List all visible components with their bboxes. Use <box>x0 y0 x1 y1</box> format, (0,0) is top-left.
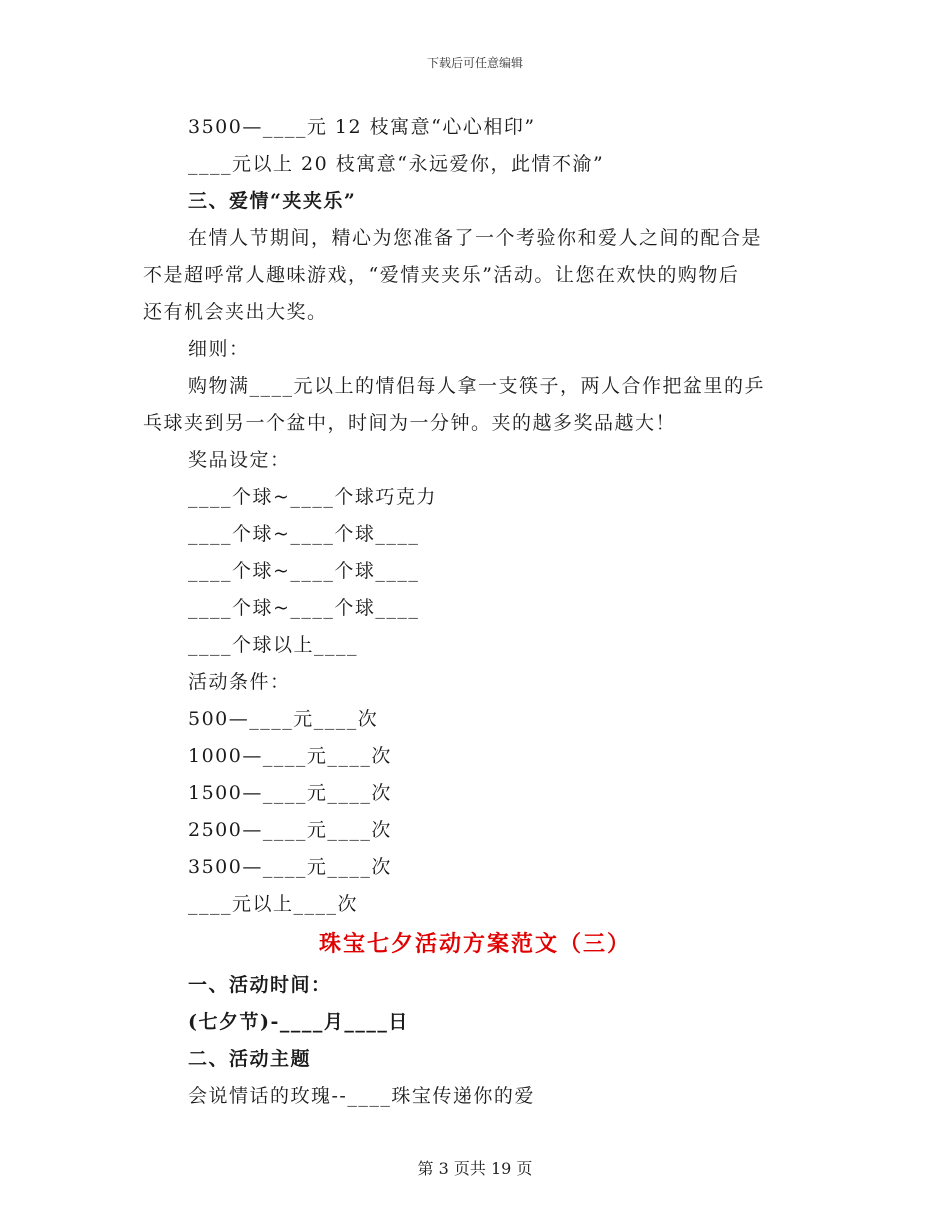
list-item: ____个球以上____ <box>188 634 359 656</box>
text-line: 细则： <box>188 338 250 360</box>
section-heading: (七夕节)-____月____日 <box>188 1011 409 1033</box>
text-line: ____元以上 20 枝寓意“永远爱你，此情不渝” <box>188 153 605 175</box>
section-heading: 二、活动主题 <box>188 1048 312 1070</box>
text-line: 奖品设定： <box>188 449 291 471</box>
section-heading: 三、爱情“夹夹乐” <box>188 190 357 212</box>
text-line: 3500—____元 12 枝寓意“心心相印” <box>188 116 536 138</box>
paragraph-line: 还有机会夹出大奖。 <box>143 301 328 323</box>
document-title: 珠宝七夕活动方案范文（三） <box>318 931 631 957</box>
list-item: 500—____元____次 <box>188 708 379 730</box>
list-item: ____个球~____个球____ <box>188 560 420 582</box>
page-header: 下载后可任意编辑 <box>426 56 523 70</box>
text-line: 活动条件： <box>188 671 291 693</box>
paragraph-line: 乓球夹到另一个盆中，时间为一分钟。夹的越多奖品越大！ <box>143 412 677 434</box>
paragraph-line: 购物满____元以上的情侣每人拿一支筷子，两人合作把盆里的乒 <box>188 375 766 397</box>
text-line: 会说情话的玫瑰--____珠宝传递你的爱 <box>188 1085 535 1107</box>
list-item: ____个球~____个球____ <box>188 523 420 545</box>
list-item: ____个球~____个球巧克力 <box>188 486 437 508</box>
page-footer: 第 3 页共 19 页 <box>417 1159 533 1178</box>
list-item: 3500—____元____次 <box>188 856 392 878</box>
list-item: 1500—____元____次 <box>188 782 392 804</box>
paragraph-line: 不是超呼常人趣味游戏，“爱情夹夹乐”活动。让您在欢快的购物后 <box>143 264 740 286</box>
list-item: 2500—____元____次 <box>188 819 392 841</box>
list-item: ____元以上____次 <box>188 893 359 915</box>
list-item: 1000—____元____次 <box>188 745 392 767</box>
paragraph-line: 在情人节期间，精心为您准备了一个考验你和爱人之间的配合是 <box>188 227 763 249</box>
section-heading: 一、活动时间： <box>188 974 332 996</box>
list-item: ____个球~____个球____ <box>188 597 420 619</box>
